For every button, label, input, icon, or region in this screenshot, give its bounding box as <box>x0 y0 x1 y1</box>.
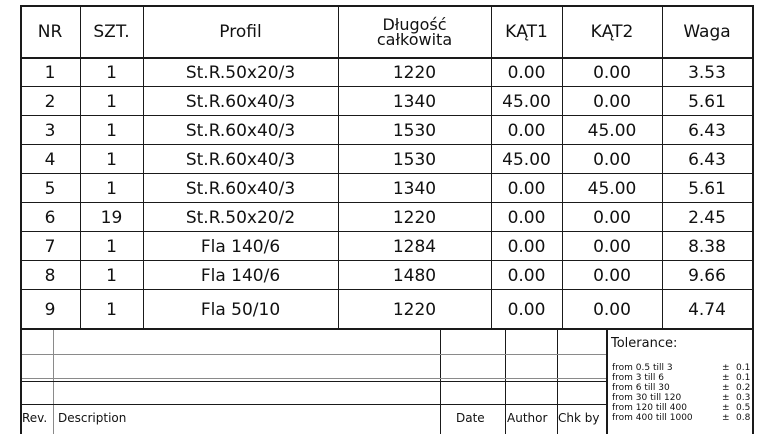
cell-dlugosc: 1340 <box>392 91 437 112</box>
cell-profil: St.R.60x40/3 <box>185 149 296 170</box>
tolerance-range: from 120 till 400 <box>612 403 687 413</box>
header-kat2: KĄT2 <box>590 22 634 42</box>
cell-szt: 1 <box>106 62 117 83</box>
tolerance-value: 0.1 <box>736 363 751 373</box>
cell-kat2: 0.00 <box>593 149 631 170</box>
cell-kat2: 0.00 <box>593 265 631 286</box>
cell-nr: 6 <box>44 207 56 228</box>
cell-szt: 1 <box>106 236 117 257</box>
cell-kat1: 45.00 <box>502 91 551 112</box>
cell-waga: 8.38 <box>688 236 726 257</box>
tolerance-plusminus: ± <box>722 393 730 403</box>
cell-dlugosc: 1530 <box>392 120 437 141</box>
cell-kat2: 0.00 <box>593 299 631 320</box>
cell-szt: 1 <box>106 178 117 199</box>
tolerance-range: from 3 till 6 <box>612 373 665 383</box>
titleblock-column-line <box>440 330 441 434</box>
cell-dlugosc: 1220 <box>392 207 437 228</box>
cell-profil: St.R.50x20/3 <box>185 62 296 83</box>
cell-dlugosc: 1220 <box>392 299 437 320</box>
cell-profil: St.R.60x40/3 <box>185 178 296 199</box>
cell-szt: 1 <box>106 120 117 141</box>
header-profil: Profil <box>219 22 262 42</box>
header-kat1: KĄT1 <box>505 22 548 42</box>
cell-kat1: 0.00 <box>507 62 546 83</box>
cell-kat2: 45.00 <box>587 120 637 141</box>
table-column-line <box>752 5 754 330</box>
cell-profil: St.R.60x40/3 <box>185 91 296 112</box>
date-label: Date <box>456 411 485 425</box>
tolerance-value: 0.5 <box>736 403 751 413</box>
rev-label: Rev. <box>22 411 48 425</box>
cell-szt: 1 <box>106 265 117 286</box>
revision-row-line <box>22 354 606 355</box>
cell-waga: 4.74 <box>688 299 726 320</box>
cell-kat2: 0.00 <box>593 91 631 112</box>
cell-nr: 7 <box>44 236 56 257</box>
cell-nr: 4 <box>44 149 56 170</box>
cell-waga: 6.43 <box>688 120 726 141</box>
cell-profil: Fla 140/6 <box>200 265 281 286</box>
cell-nr: 8 <box>44 265 56 286</box>
cell-profil: Fla 50/10 <box>200 299 281 320</box>
cell-kat1: 0.00 <box>507 120 546 141</box>
tolerance-range: from 30 till 120 <box>612 393 682 403</box>
tolerance-value: 0.1 <box>736 373 751 383</box>
revision-row-line <box>22 381 606 382</box>
revision-header-line <box>22 404 606 405</box>
header-waga: Waga <box>683 22 731 42</box>
cell-waga: 2.45 <box>688 207 726 228</box>
cell-profil: St.R.50x20/2 <box>185 207 296 228</box>
cell-kat2: 0.00 <box>593 207 631 228</box>
titleblock-column-line <box>505 330 506 434</box>
cell-nr: 2 <box>44 91 56 112</box>
cell-nr: 5 <box>44 178 56 199</box>
titleblock-column-line <box>606 330 608 434</box>
cell-kat1: 0.00 <box>507 299 546 320</box>
header-nr: NR <box>37 22 63 42</box>
cell-kat2: 0.00 <box>593 236 631 257</box>
cell-kat1: 45.00 <box>502 149 551 170</box>
description-label: Description <box>58 411 127 425</box>
tolerance-range: from 0.5 till 3 <box>612 363 673 373</box>
cell-szt: 19 <box>100 207 123 228</box>
cell-dlugosc: 1340 <box>392 178 437 199</box>
cell-waga: 6.43 <box>688 149 726 170</box>
cell-dlugosc: 1530 <box>392 149 437 170</box>
cell-kat1: 0.00 <box>507 236 546 257</box>
tolerance-plusminus: ± <box>722 383 730 393</box>
cell-waga: 5.61 <box>688 178 726 199</box>
tolerance-value: 0.8 <box>736 413 751 423</box>
cell-profil: Fla 140/6 <box>200 236 281 257</box>
tolerance-value: 0.2 <box>736 383 751 393</box>
cell-dlugosc: 1220 <box>392 62 437 83</box>
header-szt: SZT. <box>93 22 130 42</box>
cell-szt: 1 <box>106 149 117 170</box>
tolerance-plusminus: ± <box>722 413 730 423</box>
cell-waga: 5.61 <box>688 91 726 112</box>
tolerance-value: 0.3 <box>736 393 751 403</box>
header-dlugosc-calkowita <box>338 7 491 57</box>
cell-kat1: 0.00 <box>507 178 546 199</box>
cell-nr: 3 <box>44 120 56 141</box>
tolerance-range: from 6 till 30 <box>612 383 670 393</box>
cell-nr: 9 <box>44 299 56 320</box>
cell-kat1: 0.00 <box>507 265 546 286</box>
header-dlugosc-line2: całkowita <box>376 30 453 49</box>
author-label: Author <box>507 411 548 425</box>
cell-nr: 1 <box>44 62 56 83</box>
tolerance-range: from 400 till 1000 <box>612 413 693 423</box>
cell-kat2: 0.00 <box>593 62 631 83</box>
cell-waga: 9.66 <box>688 265 726 286</box>
header-dlugosc-line1: Długość <box>382 15 447 34</box>
cell-szt: 1 <box>106 299 117 320</box>
cell-waga: 3.53 <box>688 62 726 83</box>
tolerance-plusminus: ± <box>722 403 730 413</box>
cell-kat2: 45.00 <box>587 178 637 199</box>
cell-profil: St.R.60x40/3 <box>185 120 296 141</box>
cell-dlugosc: 1480 <box>392 265 437 286</box>
cell-szt: 1 <box>106 91 117 112</box>
tolerance-title: Tolerance: <box>611 336 678 351</box>
titleblock-border-right <box>752 330 754 434</box>
cell-dlugosc: 1284 <box>392 236 437 257</box>
tolerance-plusminus: ± <box>722 363 730 373</box>
tolerance-plusminus: ± <box>722 373 730 383</box>
cell-kat1: 0.00 <box>507 207 546 228</box>
revision-row-line <box>22 378 606 379</box>
chk-by-label: Chk by <box>558 411 600 425</box>
